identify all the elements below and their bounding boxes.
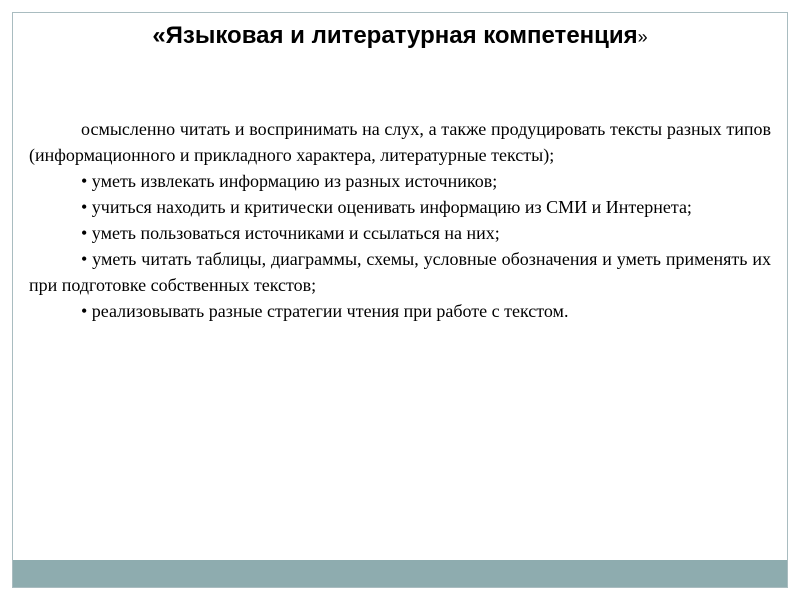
title-text: «Языковая и литературная компетенция bbox=[152, 22, 638, 49]
list-item: • реализовывать разные стратегии чтения при работе с текстом. bbox=[81, 301, 569, 321]
bottom-accent-bar bbox=[13, 560, 787, 587]
list-item: • уметь пользоваться источниками и ссылаться на них; bbox=[81, 223, 500, 243]
competence-list bbox=[29, 116, 771, 324]
list-item: • уметь извлекать информацию из разных источников; bbox=[81, 171, 498, 191]
list-item: • уметь читать таблицы, диаграммы, схемы, условные обозначения и уметь применять их при подготовке собственных текстов; bbox=[29, 249, 771, 295]
slide-title bbox=[0, 22, 800, 50]
title-closing-quote: » bbox=[637, 27, 648, 47]
list-item: • учиться находить и критически оценивать информацию из СМИ и Интернета; bbox=[81, 197, 692, 217]
intro-paragraph: осмысленно читать и воспринимать на слух, а также продуцировать тексты разных типов (информационного и прикладного характера, литературные тексты); bbox=[29, 119, 771, 165]
